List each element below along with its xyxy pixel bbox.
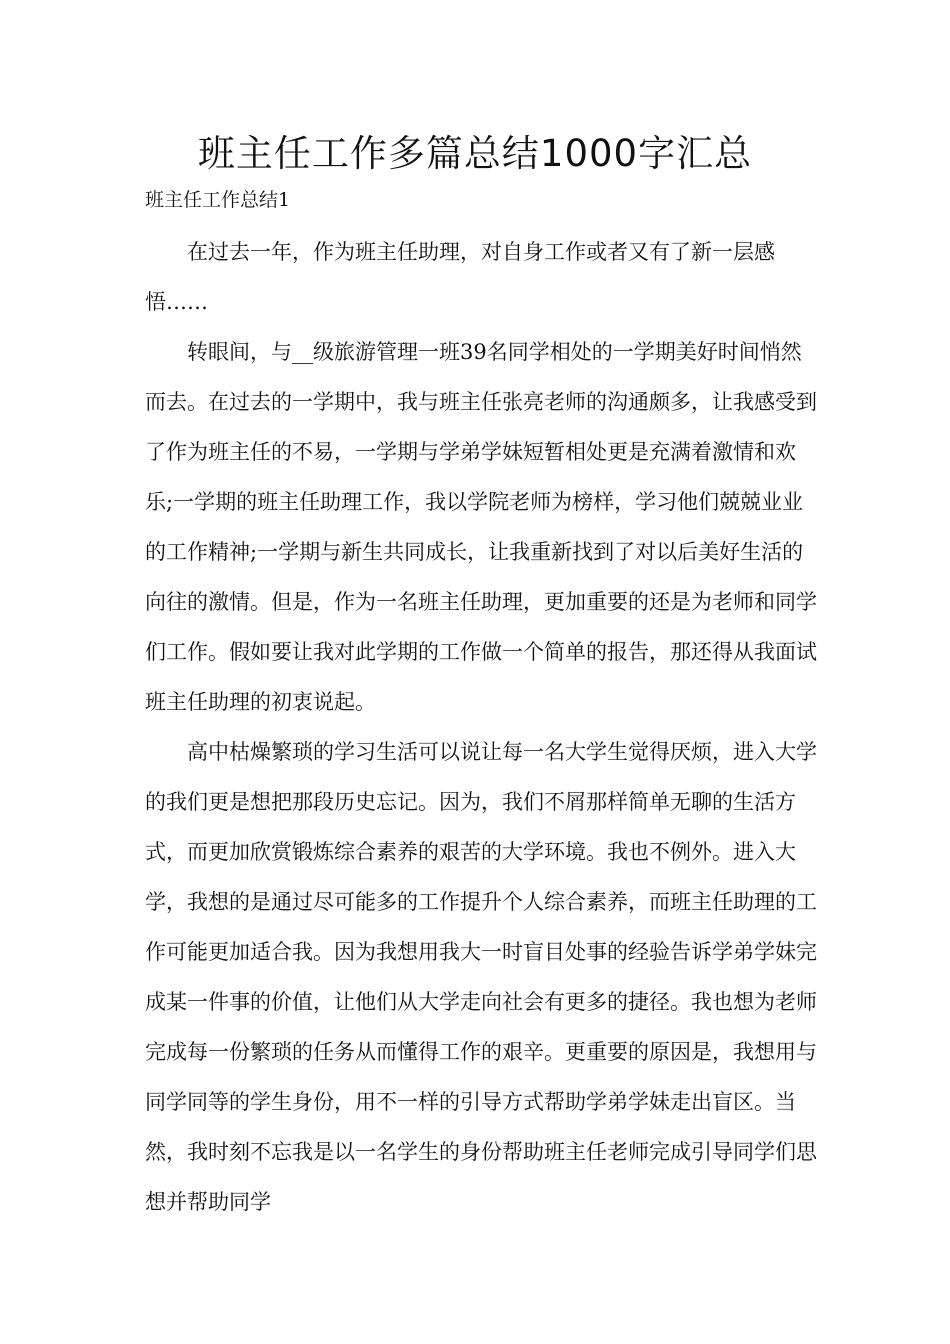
paragraph-3: 高中枯燥繁琐的学习生活可以说让每一名大学生觉得厌烦，进入大学的我们更是想把那段历史忘记。因为，我们不屑那样简单无聊的生活方式，而更加欣赏锻炼综合素养的艰苦的大学环境。我也不例外。进入大学，我想的是通过尽可能多的工作提升个人综合素养，而班主任助理的工作可能更加适合我。因为我想用我大一时盲目处事的经验告诉学弟学妹完成某一件事的价值，让他们从大学走向社会有更多的捷径。我也想为老师完成每一份繁琐的任务从而懂得工作的艰辛。更重要的原因是，我想用与同学同等的学生身份，用不一样的引导方式帮助学弟学妹走出盲区。当然，我时刻不忘我是以一名学生的身份帮助班主任老师完成引导同学们思想并帮助同学 xyxy=(145,740,817,1214)
paragraph-1: 在过去一年，作为班主任助理，对自身工作或者又有了新一层感悟…… xyxy=(145,240,775,314)
document-body xyxy=(145,0,817,1344)
section-heading: 班主任工作总结1 xyxy=(145,189,291,211)
document-title: 班主任工作多篇总结1000字汇总 xyxy=(197,132,753,175)
paragraph-2: 转眼间，与__级旅游管理一班39名同学相处的一学期美好时间悄然而去。在过去的一学期中，我与班主任张亮老师的沟通颇多，让我感受到了作为班主任的不易，一学期与学弟学妹短暂相处更是充满着激情和欢乐;一学期的班主任助理工作，我以学院老师为榜样，学习他们兢兢业业的工作精神;一学期与新生共同成长，让我重新找到了对以后美好生活的向往的激情。但是，作为一名班主任助理，更加重要的还是为老师和同学们工作。假如要让我对此学期的工作做一个简单的报告，那还得从我面试班主任助理的初衷说起。 xyxy=(145,340,817,714)
